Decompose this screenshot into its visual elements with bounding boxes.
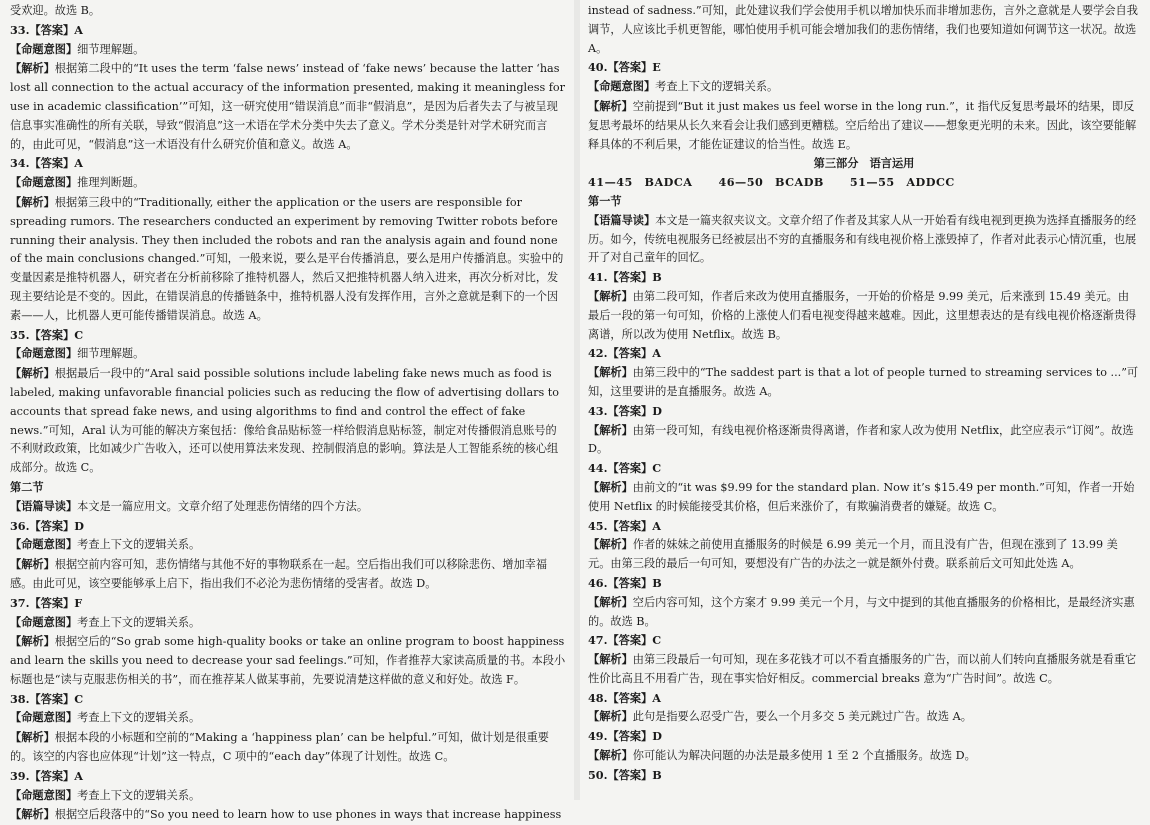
explanation-paragraph bbox=[10, 786, 566, 806]
explanation-paragraph bbox=[10, 364, 566, 478]
paragraph-body: 由第三段中的“The saddest part is that a lot of people turned to streaming services to ...”可知，这里要讲的是直播服务。故选 A。 bbox=[588, 366, 1139, 398]
paragraph-body: 细节理解题。 bbox=[77, 347, 145, 361]
paragraph-tag: 【解析】 bbox=[10, 194, 55, 209]
answer-label: 36.【答案】D bbox=[10, 518, 84, 533]
answer-label: 43.【答案】D bbox=[588, 403, 662, 418]
paragraph-body: 考查上下文的逻辑关系。 bbox=[77, 615, 201, 629]
answer-label: 47.【答案】C bbox=[588, 633, 662, 648]
answer-label: 38.【答案】C bbox=[10, 691, 84, 706]
paragraph-tag: 【解析】 bbox=[10, 557, 55, 572]
explanation-paragraph bbox=[588, 97, 1140, 154]
answer-key-row bbox=[588, 173, 1140, 192]
paragraph-body: 由第一段可知，有线电视价格逐渐贵得离谱，作者和家人改为使用 Netflix，此空应表示“订阅”。故选 D。 bbox=[588, 423, 1134, 456]
explanation-paragraph bbox=[10, 728, 566, 767]
paragraph-body: 推理判断题。 bbox=[77, 176, 145, 190]
left-column bbox=[10, 2, 566, 822]
paragraph-tag: 【解析】 bbox=[588, 288, 633, 303]
explanation-paragraph bbox=[588, 287, 1140, 344]
answer-label: 42.【答案】A bbox=[588, 346, 661, 361]
paragraph-body: 由第二段可知，作者后来改为使用直播服务，一开始的价格是 9.99 美元，后来涨到 15.49 美元。由最后一段的第一句可知，价格的上涨使人们看电视变得越来越难。因此，这里想表达的是有线电视价格逐渐贵得离谱，所以改为使用 Netflix。故选 B。 bbox=[588, 289, 1137, 341]
paragraph-body: 本文是一篇应用文。文章介绍了处理悲伤情绪的四个方法。 bbox=[77, 499, 369, 513]
answer-label: 49.【答案】D bbox=[588, 729, 662, 744]
explanation-paragraph bbox=[588, 593, 1140, 632]
explanation-paragraph bbox=[588, 211, 1140, 268]
paragraph-tag: 【解析】 bbox=[588, 594, 633, 609]
explanation-paragraph bbox=[588, 746, 1140, 766]
answer-label: 33.【答案】A bbox=[10, 22, 83, 37]
explanation-paragraph bbox=[10, 708, 566, 728]
answer-label: 44.【答案】C bbox=[588, 461, 662, 476]
paragraph-body: 根据空后段落中的“So you need to learn how to use phones in ways that increase happiness bbox=[54, 808, 562, 822]
answer-key-group: 51—55 ADDCC bbox=[849, 175, 955, 190]
paragraph-body: 根据空后的“So grab some high-quality books or take an online program to boost happiness and learn the skills you need to decrease your sad feelings.”可知，作者推荐大家读高质量的书。本段小标题也是“读与克服悲伤相关的书”，而在推荐某人做某事前，先要说清楚这样做的意义和好处。故选 F。 bbox=[10, 635, 566, 686]
paragraph-tag: 【解析】 bbox=[588, 422, 633, 437]
paragraph-body: 由第三段最后一句可知，现在多花钱才可以不看直播服务的广告，而以前人们转向直播服务就是看重它性价比高且不用看广告，现在事实恰好相反。commercial breaks 意为“广告时间”。故选 C。 bbox=[588, 653, 1137, 685]
paragraph-body: 你可能认为解决问题的办法是最多使用 1 至 2 个直播服务。故选 D。 bbox=[632, 749, 976, 763]
paragraph-tag: 【解析】 bbox=[10, 634, 55, 649]
explanation-paragraph bbox=[588, 77, 1140, 97]
column-divider bbox=[574, 0, 580, 800]
paragraph-body: 根据最后一段中的“Aral said possible solutions include labeling fake news much as food is labeled, making unfavorable financial policies such as reducing the flow of advertising dollars to accounts that spread fake news, and using algorithms to find and control the effect of fake news.”可知，Aral 认为可能的解决方案包括：像给食品贴标签一样给假消息贴标签，制定对传播假消息账号的不利财政政策，比如减少广告收入，还可以使用算法来发现、控制假消息的影响。算法是人工智能系统的核心组成部分。故选 C。 bbox=[10, 367, 559, 475]
paragraph-body: 根据空前内容可知，悲伤情绪与其他不好的事物联系在一起。空后指出我们可以移除悲伤、增加幸福感。由此可见，该空要能够承上启下，指出我们不必沦为悲伤情绪的受害者。故选 D。 bbox=[10, 558, 548, 590]
answer-label: 34.【答案】A bbox=[10, 156, 83, 171]
paragraph-tag: 【解析】 bbox=[10, 366, 55, 381]
explanation-paragraph bbox=[10, 535, 566, 555]
explanation-paragraph bbox=[588, 478, 1140, 517]
paragraph-tag: 【解析】 bbox=[588, 479, 633, 494]
explanation-paragraph bbox=[10, 497, 566, 517]
paragraph-tag: 【解析】 bbox=[588, 537, 633, 552]
answer-label: 50.【答案】B bbox=[588, 767, 662, 782]
answer-key-group: 46—50 BCADB bbox=[718, 175, 824, 190]
explanation-paragraph bbox=[10, 173, 566, 193]
paragraph-tag: 【解析】 bbox=[588, 98, 633, 113]
continued-text: 受欢迎。故选 B。 bbox=[10, 4, 101, 17]
paragraph-body: 考查上下文的逻辑关系。 bbox=[77, 788, 201, 802]
answer-label: 41.【答案】B bbox=[588, 270, 662, 285]
explanation-paragraph bbox=[10, 40, 566, 60]
paragraph-body: 空前提到“But it just makes us feel worse in the long run.”，it 指代反复思考最坏的结果，即反复思考最坏的结果从长久来看会让我们感到更糟糕。空后给出了建议——想象更光明的未来。因此，该空要能解释具体的不利后果，才能佐证建议的恰当性。故选 E。 bbox=[588, 99, 1137, 151]
paragraph-body: 细节理解题。 bbox=[77, 42, 145, 56]
paragraph-tag: 【命题意图】 bbox=[10, 41, 78, 56]
explanation-paragraph bbox=[10, 193, 566, 326]
paragraph-tag: 【解析】 bbox=[10, 730, 55, 745]
explanation-paragraph bbox=[10, 805, 566, 825]
right-column bbox=[588, 2, 1140, 798]
paragraph-tag: 【语篇导读】 bbox=[588, 212, 656, 227]
paragraph-body: 考查上下文的逻辑关系。 bbox=[655, 80, 779, 94]
paragraph-tag: 【命题意图】 bbox=[10, 175, 78, 190]
answer-label: 35.【答案】C bbox=[10, 327, 84, 342]
explanation-paragraph bbox=[588, 535, 1140, 574]
answer-label: 40.【答案】E bbox=[588, 60, 661, 75]
section-heading: 第一节 bbox=[588, 193, 622, 208]
paragraph-body: 根据本段的小标题和空前的“Making a ‘happiness plan’ can be helpful.”可知，做计划是很重要的。该空的内容也应体现“计划”这一特点，C 项中的“each day”体现了计划性。故选 C。 bbox=[10, 731, 549, 764]
paragraph-tag: 【解析】 bbox=[588, 652, 633, 667]
paragraph-tag: 【命题意图】 bbox=[588, 79, 656, 94]
explanation-paragraph bbox=[588, 650, 1140, 689]
paragraph-body: 考查上下文的逻辑关系。 bbox=[77, 711, 201, 725]
paragraph-tag: 【命题意图】 bbox=[10, 614, 78, 629]
paragraph-body: 考查上下文的逻辑关系。 bbox=[77, 538, 201, 552]
answer-label: 37.【答案】F bbox=[10, 595, 83, 610]
answer-key-group: 41—45 BADCA bbox=[588, 175, 693, 190]
paragraph-body: 根据第三段中的“Traditionally, either the application or the users are responsible for spreading rumors. The researchers conducted an experiment by removing Twitter robots before running their analysis. They then included the robots and ran the analysis again and found none of the main conclusions changed.”可知，一般来说，要么是平台传播消息，要么是用户传播消息。实验中的变量因素是推特机器人，研究者在分析前移除了推特机器人，然后又把推特机器人纳入进来，再次分析对比，发现主要结论是不变的。因此，在错误消息的传播链条中，推特机器人没有发挥作用，言外之意就是剩下的一个因素——人，比机器人更可能传播错误消息。故选 A。 bbox=[10, 195, 564, 322]
paragraph-body: 作者的妹妹之前使用直播服务的时候是 6.99 美元一个月，而且没有广告，但现在涨到了 13.99 美元。由第三段的最后一句可知，要想没有广告的办法之一就是额外付费。联系前后文可知此处选 A。 bbox=[588, 538, 1118, 571]
explanation-paragraph bbox=[10, 555, 566, 594]
explanation-paragraph bbox=[588, 421, 1140, 460]
paragraph-tag: 【解析】 bbox=[588, 748, 633, 763]
paragraph-tag: 【语篇导读】 bbox=[10, 498, 78, 513]
paragraph-body: 空后内容可知，这个方案才 9.99 美元一个月，与文中提到的其他直播服务的价格相比，是最经济实惠的。故选 B。 bbox=[588, 595, 1135, 628]
paragraph-tag: 【解析】 bbox=[588, 709, 633, 724]
explanation-paragraph bbox=[588, 707, 1140, 727]
paragraph-body: 此句是指要么忍受广告，要么一个月多交 5 美元跳过广告。故选 A。 bbox=[632, 710, 972, 724]
explanation-paragraph bbox=[588, 363, 1140, 402]
paragraph-tag: 【命题意图】 bbox=[10, 787, 78, 802]
answer-label: 48.【答案】A bbox=[588, 690, 661, 705]
answer-label: 39.【答案】A bbox=[10, 768, 83, 783]
part-heading: 第三部分 语言运用 bbox=[813, 156, 915, 171]
paragraph-tag: 【解析】 bbox=[588, 365, 633, 380]
continued-text: instead of sadness.”可知，此处建议我们学会使用手机以增加快乐而非增加悲伤，言外之意就是人要学会自我调节，人应该比手机更智能，哪怕使用手机可能会增加我们的悲伤情绪，我们也要知道如何调节这一状况。故选 A。 bbox=[588, 4, 1138, 55]
section-heading: 第二节 bbox=[10, 479, 44, 494]
paragraph-body: 本文是一篇夹叙夹议文。文章介绍了作者及其家人从一开始看有线电视到更换为选择直播服务的经历。如今，传统电视服务已经被层出不穷的直播服务和有线电视价格上涨毁掉了，作者对此表示心情沉重，也展开了对自己童年的回忆。 bbox=[588, 213, 1137, 265]
paragraph-tag: 【命题意图】 bbox=[10, 346, 78, 361]
explanation-paragraph bbox=[10, 632, 566, 689]
paragraph-body: 由前文的“it was $9.99 for the standard plan. Now it’s $15.49 per month.”可知，作者一开始使用 Netflix 的时候能接受其价格，但后来涨价了，有欺骗消费者的嫌疑。故选 C。 bbox=[588, 480, 1135, 513]
explanation-paragraph bbox=[10, 59, 566, 154]
paragraph-tag: 【解析】 bbox=[10, 61, 55, 76]
explanation-paragraph bbox=[10, 613, 566, 633]
paragraph-tag: 【命题意图】 bbox=[10, 710, 78, 725]
paragraph-body: 根据第二段中的“It uses the term ‘false news’ instead of ‘fake news’ because the latter ‘has lost all connection to the actual accuracy of the information presented, making it meaningless for use in academic classification’”可知，这一研究使用“错误消息”而非“假消息”，是因为后者失去了与被呈现信息事实准确性的所有关联，导致“假消息”这一术语在学术分类中失去了意义。学术分类是针对学术研究而言的，由此可见，“假消息”这一术语没有什么研究价值和意义。故选 A。 bbox=[10, 62, 565, 151]
answer-label: 46.【答案】B bbox=[588, 575, 662, 590]
answer-label: 45.【答案】A bbox=[588, 518, 661, 533]
explanation-paragraph bbox=[10, 344, 566, 364]
paragraph-tag: 【命题意图】 bbox=[10, 537, 78, 552]
paragraph-tag: 【解析】 bbox=[10, 807, 55, 822]
